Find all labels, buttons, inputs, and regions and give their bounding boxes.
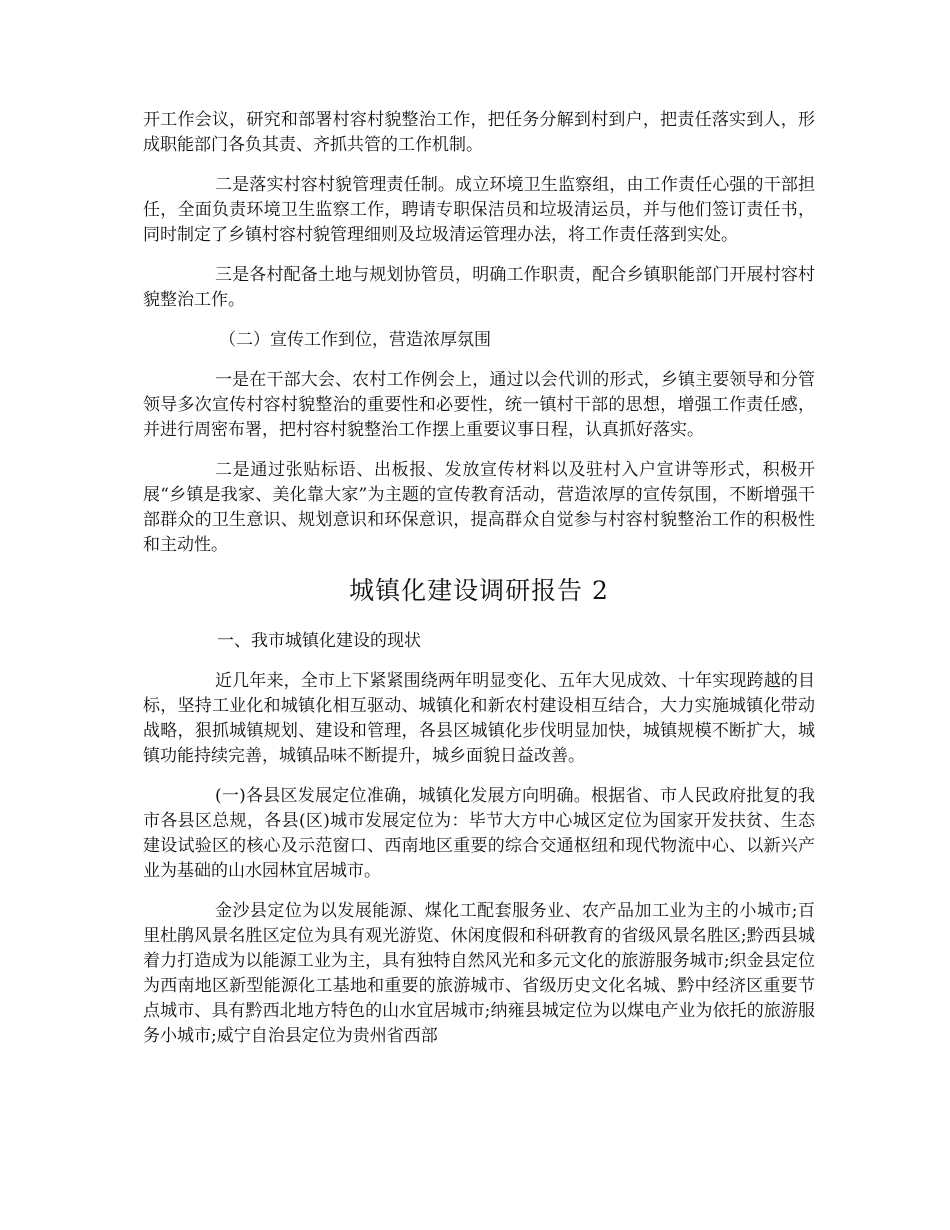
section-heading-current-status: 一、我市城镇化建设的现状 (217, 631, 421, 651)
paragraph-recent-years: 近几年来，全市上下紧紧围绕两年明显变化、五年大见成效、十年实现跨越的目标，坚持工业化和城镇化相互驱动、城镇化和新农村建设相互结合，大力实施城镇化带动战略，狠抓城镇规划、建设和管理，各县区城镇化步伐明显加快，城镇规模不断扩大，城镇功能持续完善，城镇品味不断提升，城乡面貌日益改善。 (143, 671, 815, 766)
section-heading-publicity: （二）宣传工作到位，营造浓厚氛围 (219, 330, 491, 350)
paragraph-planning-coordinators: 三是各村配备土地与规划协管员，明确工作职责，配合乡镇职能部门开展村容村貌整治工作。 (143, 265, 815, 310)
paragraph-county-definitions: 金沙县定位为以发展能源、煤化工配套服务业、农产品加工业为主的小城市;百里杜鹃风景名胜区定位为具有观光游览、休闲度假和科研教育的省级风景名胜区;黔西县城着力打造成为以能源工业为主，具有独特自然风光和多元文化的旅游服务城市;织金县定位为西南地区新型能源化工基地和重要的旅游城市、省级历史文化名城、黔中经济区重要节点城市、具有黔西北地方特色的山水宜居城市;纳雍县城定位为以煤电产业为依托的旅游服务小城市;威宁自治县定位为贵州省西部 (143, 901, 815, 1046)
paragraph-cadre-meetings: 一是在干部大会、农村工作例会上，通过以会代训的形式，乡镇主要领导和分管领导多次宣传村容村貌整治的重要性和必要性，统一镇村干部的思想，增强工作责任感，并进行周密布署，把村容村貌整治工作摆上重要议事日程，认真抓好落实。 (143, 370, 815, 440)
paragraph-work-meeting: 开工作会议，研究和部署村容村貌整治工作，把任务分解到村到户，把责任落实到人，形成职能部门各负其责、齐抓共管的工作机制。 (143, 110, 815, 155)
document-page (143, 108, 815, 1064)
paragraph-responsibility-system: 二是落实村容村貌管理责任制。成立环境卫生监察组，由工作责任心强的干部担任，全面负责环境卫生监察工作，聘请专职保洁员和垃圾清运员，并与他们签订责任书，同时制定了乡镇村容村貌管理细则及垃圾清运管理办法，将工作责任落到实处。 (143, 175, 815, 245)
paragraph-publicity-campaign: 二是通过张贴标语、出板报、发放宣传材料以及驻村入户宣讲等形式，积极开展“乡镇是我家、美化靠大家”为主题的宣传教育活动，营造浓厚的宣传氛围，不断增强干部群众的卫生意识、规划意识和环保意识，提高群众自觉参与村容村貌整治工作的积极性和主动性。 (143, 460, 815, 555)
report-title: 城镇化建设调研报告 2 (349, 576, 609, 605)
paragraph-county-positioning: (一)各县区发展定位准确，城镇化发展方向明确。根据省、市人民政府批复的我市各县区总规，各县(区)城市发展定位为：毕节大方中心城区定位为国家开发扶贫、生态建设试验区的核心及示范窗口、西南地区重要的综合交通枢纽和现代物流中心、以新兴产业为基础的山水园林宜居城市。 (143, 786, 815, 881)
